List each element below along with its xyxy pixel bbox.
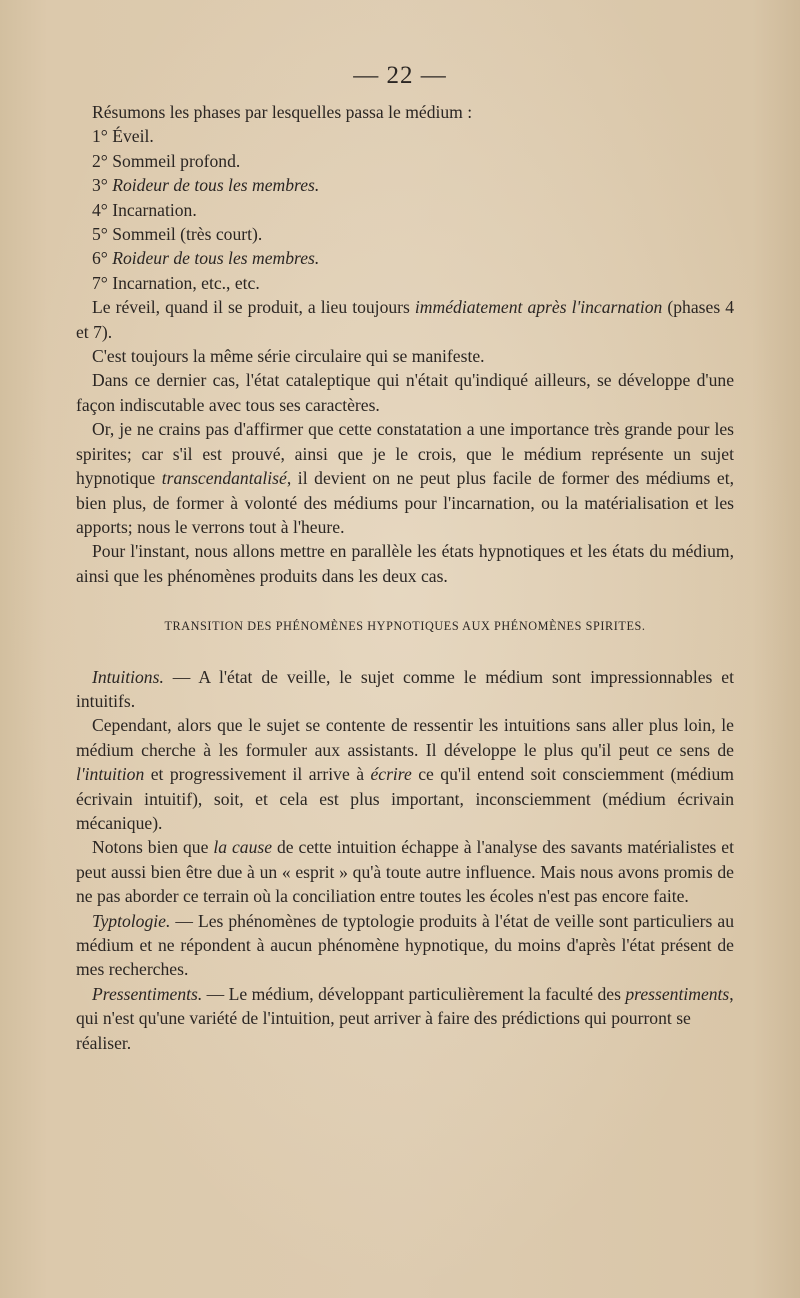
text-run: — Les phénomènes de typtologie produits à l'état de veille sont particuliers au médium et ne répondent à aucun phénomène hypnotique, du moins d'après l'état présent de mes recherches. [76, 910, 734, 980]
emphasis: la cause [213, 837, 273, 858]
intro-paragraph: Résumons les phases par lesquelles passa le médium : [92, 102, 473, 122]
paragraph-intuitions [76, 665, 734, 714]
text-run: Or, je ne crains pas d'affirmer que cette constatation a une importance très grande pour les spirites; car s'il est prouvé, ainsi que je le crois, que le médium représente un sujet hypnotique [76, 419, 734, 489]
phase-list [76, 124, 734, 295]
phase-item [76, 246, 734, 270]
phase-item [76, 173, 734, 197]
phase-number: 1° [92, 126, 108, 147]
phase-number: 6° [92, 248, 108, 269]
emphasis: transcendantalisé [161, 468, 287, 489]
emphasis: pressentiments [625, 983, 730, 1004]
page-number: — 22 — [353, 62, 447, 89]
phase-number: 4° [92, 199, 108, 220]
text-run: , il devient on ne peut plus facile de former des médiums et, bien plus, de former à volonté des médiums pour l'incarnation, ou la matérialisation et les apports; nous le verrons tout à l'heure. [76, 468, 734, 537]
phase-text: Sommeil (très court). [112, 224, 263, 245]
phase-text: Incarnation, etc., etc. [112, 272, 260, 293]
phase-item [76, 271, 734, 295]
phase-text: Roideur de tous les membres. [112, 175, 320, 196]
phase-number: 2° [92, 150, 108, 171]
phase-item [76, 222, 734, 246]
phase-text: Sommeil profond. [112, 150, 241, 171]
page-body [76, 100, 734, 1055]
text-run: — A l'état de veille, le sujet comme le médium sont impressionnables et intuitifs. [76, 666, 734, 711]
paragraph-serie: C'est toujours la même série circulaire qui se manifeste. [92, 346, 485, 367]
text-run: ce qu'il entend soit consciemment (médium écrivain intuitif), soit, et cela est plus important, inconsciemment (médium écrivain mécanique). [76, 764, 734, 833]
section-heading: TRANSITION DES PHÉNOMÈNES HYPNOTIQUES AUX PHÉNOMÈNES SPIRITES. [164, 619, 646, 634]
paragraph-notons [76, 835, 734, 908]
phase-number: 5° [92, 224, 108, 245]
emphasis: l'intuition [76, 764, 145, 785]
run-in-title: Pressentiments. [92, 983, 203, 1004]
paragraph-typtologie [76, 909, 734, 982]
text-run: — Le médium, développant particulièrement la faculté des [202, 983, 626, 1004]
phase-item [76, 149, 734, 173]
text-run: (phases 4 et 7). [76, 297, 735, 342]
paragraph-reveil [76, 295, 734, 344]
phase-text: Incarnation. [112, 199, 197, 220]
phase-number: 3° [92, 175, 108, 196]
text-run: Notons bien que [92, 837, 214, 858]
phase-number: 7° [92, 272, 108, 293]
text-run: Le réveil, quand il se produit, a lieu toujours [92, 297, 415, 318]
emphasis: écrire [370, 764, 412, 785]
text-run: Cependant, alors que le sujet se contente de ressentir les intuitions sans aller plus loin, le médium cherche à les formuler aux assistants. Il développe le plus qu'il peut ce sens de [76, 715, 734, 760]
emphasis: immédiatement après l'incarnation [414, 297, 663, 318]
phase-item [76, 198, 734, 222]
paragraph-instant: Pour l'instant, nous allons mettre en parallèle les états hypnotiques et les états du médium, ainsi que les phénomènes produits dans les deux cas. [76, 541, 734, 586]
text-run: et progressivement il arrive à [144, 764, 371, 785]
run-in-title: Intuitions. [92, 666, 164, 687]
text-run: de cette intuition échappe à l'analyse des savants matérialistes et peut aussi bien être due à un « esprit » qu'à toute autre influence. Mais nous avons promis de ne pas aborder ce terrain où la conciliation entre toutes les écoles n'est pas encore faite. [76, 837, 734, 907]
run-in-title: Typtologie. [92, 910, 171, 931]
phase-text: Éveil. [112, 126, 154, 147]
paragraph-dernier-cas: Dans ce dernier cas, l'état cataleptique qui n'était qu'indiqué ailleurs, se développe d'une façon indiscutable avec tous ses caractères. [76, 370, 734, 415]
text-run: , qui n'est qu'une variété de l'intuition, peut arriver à faire des prédictions qui pourront se réaliser. [76, 983, 734, 1053]
paragraph-pressentiments [76, 982, 734, 1055]
phase-text: Roideur de tous les membres. [112, 248, 320, 269]
paragraph-cependant [76, 713, 734, 835]
phase-item [76, 124, 734, 148]
paragraph-or [76, 417, 734, 539]
